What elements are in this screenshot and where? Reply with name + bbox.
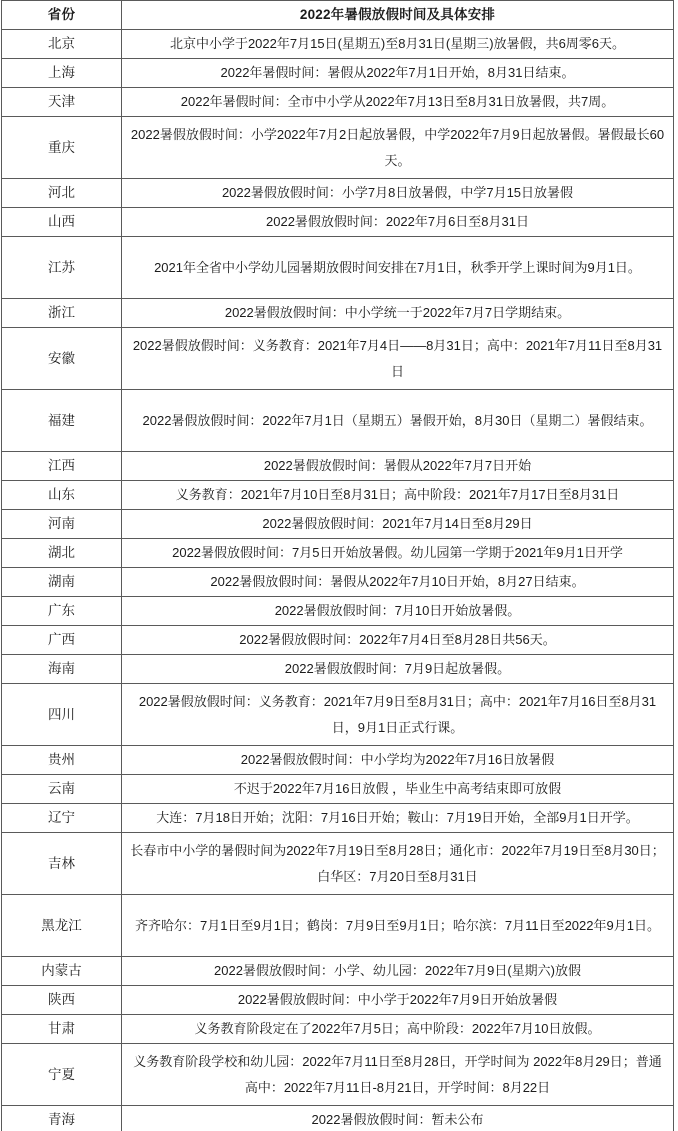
table-row [2,390,674,452]
vacation-detail-cell: 2022暑假放假时间：小学7月8日放暑假，中学7月15日放暑假 [122,179,674,208]
vacation-detail-cell: 2022暑假放假时间：2022年7月6日至8月31日 [122,208,674,237]
table-row [2,1106,674,1131]
table-row [2,684,674,746]
vacation-detail-cell: 义务教育阶段学校和幼儿园：2022年7月11日至8月28日，开学时间为 2022年8月29日；普通高中：2022年7月11日-8月21日，开学时间：8月22日 [122,1044,674,1106]
column-header-province: 省份 [2,1,122,30]
province-cell: 湖北 [2,539,122,568]
table-row [2,957,674,986]
province-cell: 山东 [2,481,122,510]
province-cell: 广东 [2,597,122,626]
province-cell: 河北 [2,179,122,208]
table-body [2,30,674,1131]
header-row [2,1,674,30]
column-header-detail: 2022年暑假放假时间及具体安排 [122,1,674,30]
vacation-detail-cell: 2022暑假放假时间：小学、幼儿园：2022年7月9日(星期六)放假 [122,957,674,986]
table-row [2,237,674,299]
table-row [2,833,674,895]
table-row [2,481,674,510]
vacation-detail-cell: 齐齐哈尔：7月1日至9月1日；鹤岗：7月9日至9月1日；哈尔滨：7月11日至2022年9月1日。 [122,895,674,957]
vacation-detail-cell: 2022年暑假时间：暑假从2022年7月1日开始，8月31日结束。 [122,59,674,88]
vacation-detail-cell: 2022暑假放假时间：2022年7月1日（星期五）暑假开始，8月30日（星期二）暑假结束。 [122,390,674,452]
vacation-detail-cell: 2022年暑假时间：全市中小学从2022年7月13日至8月31日放暑假，共7周。 [122,88,674,117]
province-cell: 内蒙古 [2,957,122,986]
vacation-detail-cell: 2022暑假放假时间：2021年7月14日至8月29日 [122,510,674,539]
vacation-detail-cell: 2022暑假放假时间：暑假从2022年7月10日开始，8月27日结束。 [122,568,674,597]
table-row [2,208,674,237]
vacation-detail-cell: 2022暑假放假时间：中小学于2022年7月9日开始放暑假 [122,986,674,1015]
vacation-detail-cell: 大连：7月18日开始；沈阳：7月16日开始；鞍山：7月19日开始，全部9月1日开学。 [122,804,674,833]
vacation-detail-cell: 义务教育阶段定在了2022年7月5日；高中阶段：2022年7月10日放假。 [122,1015,674,1044]
vacation-detail-cell: 2022暑假放假时间：义务教育：2021年7月4日——8月31日；高中：2021年7月11日至8月31日 [122,328,674,390]
province-cell: 陕西 [2,986,122,1015]
province-cell: 江苏 [2,237,122,299]
province-cell: 广西 [2,626,122,655]
province-cell: 浙江 [2,299,122,328]
province-cell: 北京 [2,30,122,59]
table-row [2,895,674,957]
table-row [2,1015,674,1044]
province-cell: 青海 [2,1106,122,1131]
table-row [2,510,674,539]
table-row [2,328,674,390]
table-row [2,1044,674,1106]
table-header [2,1,674,30]
table-row [2,568,674,597]
vacation-detail-cell: 2022暑假放假时间：中小学统一于2022年7月7日学期结束。 [122,299,674,328]
table-row [2,117,674,179]
vacation-detail-cell: 2022暑假放假时间：小学2022年7月2日起放暑假，中学2022年7月9日起放暑假。暑假最长60天。 [122,117,674,179]
vacation-detail-cell: 2022暑假放假时间：7月10日开始放暑假。 [122,597,674,626]
province-cell: 山西 [2,208,122,237]
province-cell: 天津 [2,88,122,117]
table-row [2,986,674,1015]
province-cell: 湖南 [2,568,122,597]
table-row [2,179,674,208]
vacation-detail-cell: 北京中小学于2022年7月15日(星期五)至8月31日(星期三)放暑假，共6周零6天。 [122,30,674,59]
vacation-detail-cell: 2022暑假放假时间：2022年7月4日至8月28日共56天。 [122,626,674,655]
table-row [2,59,674,88]
summer-vacation-schedule-table [1,0,674,1131]
vacation-detail-cell: 2022暑假放假时间：义务教育：2021年7月9日至8月31日；高中：2021年7月16日至8月31日，9月1日正式行课。 [122,684,674,746]
table-row [2,539,674,568]
vacation-detail-cell: 2021年全省中小学幼儿园暑期放假时间安排在7月1日，秋季开学上课时间为9月1日。 [122,237,674,299]
table-row [2,746,674,775]
table-row [2,804,674,833]
vacation-detail-cell: 长春市中小学的暑假时间为2022年7月19日至8月28日；通化市：2022年7月19日至8月30日； 白华区：7月20日至8月31日 [122,833,674,895]
province-cell: 辽宁 [2,804,122,833]
table-row [2,626,674,655]
vacation-detail-cell: 2022暑假放假时间：7月9日起放暑假。 [122,655,674,684]
table-row [2,452,674,481]
province-cell: 黑龙江 [2,895,122,957]
province-cell: 贵州 [2,746,122,775]
province-cell: 上海 [2,59,122,88]
province-cell: 四川 [2,684,122,746]
table-row [2,655,674,684]
table-row [2,597,674,626]
table-row [2,30,674,59]
vacation-detail-cell: 义务教育：2021年7月10日至8月31日；高中阶段：2021年7月17日至8月31日 [122,481,674,510]
province-cell: 宁夏 [2,1044,122,1106]
vacation-detail-cell: 2022暑假放假时间：暑假从2022年7月7日开始 [122,452,674,481]
province-cell: 吉林 [2,833,122,895]
table-row [2,775,674,804]
vacation-detail-cell: 不迟于2022年7月16日放假 ，毕业生中高考结束即可放假 [122,775,674,804]
province-cell: 河南 [2,510,122,539]
table-row [2,299,674,328]
table-row [2,88,674,117]
province-cell: 福建 [2,390,122,452]
province-cell: 甘肃 [2,1015,122,1044]
province-cell: 海南 [2,655,122,684]
province-cell: 云南 [2,775,122,804]
vacation-detail-cell: 2022暑假放假时间：暂未公布 [122,1106,674,1131]
vacation-detail-cell: 2022暑假放假时间：7月5日开始放暑假。幼儿园第一学期于2021年9月1日开学 [122,539,674,568]
vacation-detail-cell: 2022暑假放假时间：中小学均为2022年7月16日放暑假 [122,746,674,775]
province-cell: 重庆 [2,117,122,179]
province-cell: 江西 [2,452,122,481]
province-cell: 安徽 [2,328,122,390]
